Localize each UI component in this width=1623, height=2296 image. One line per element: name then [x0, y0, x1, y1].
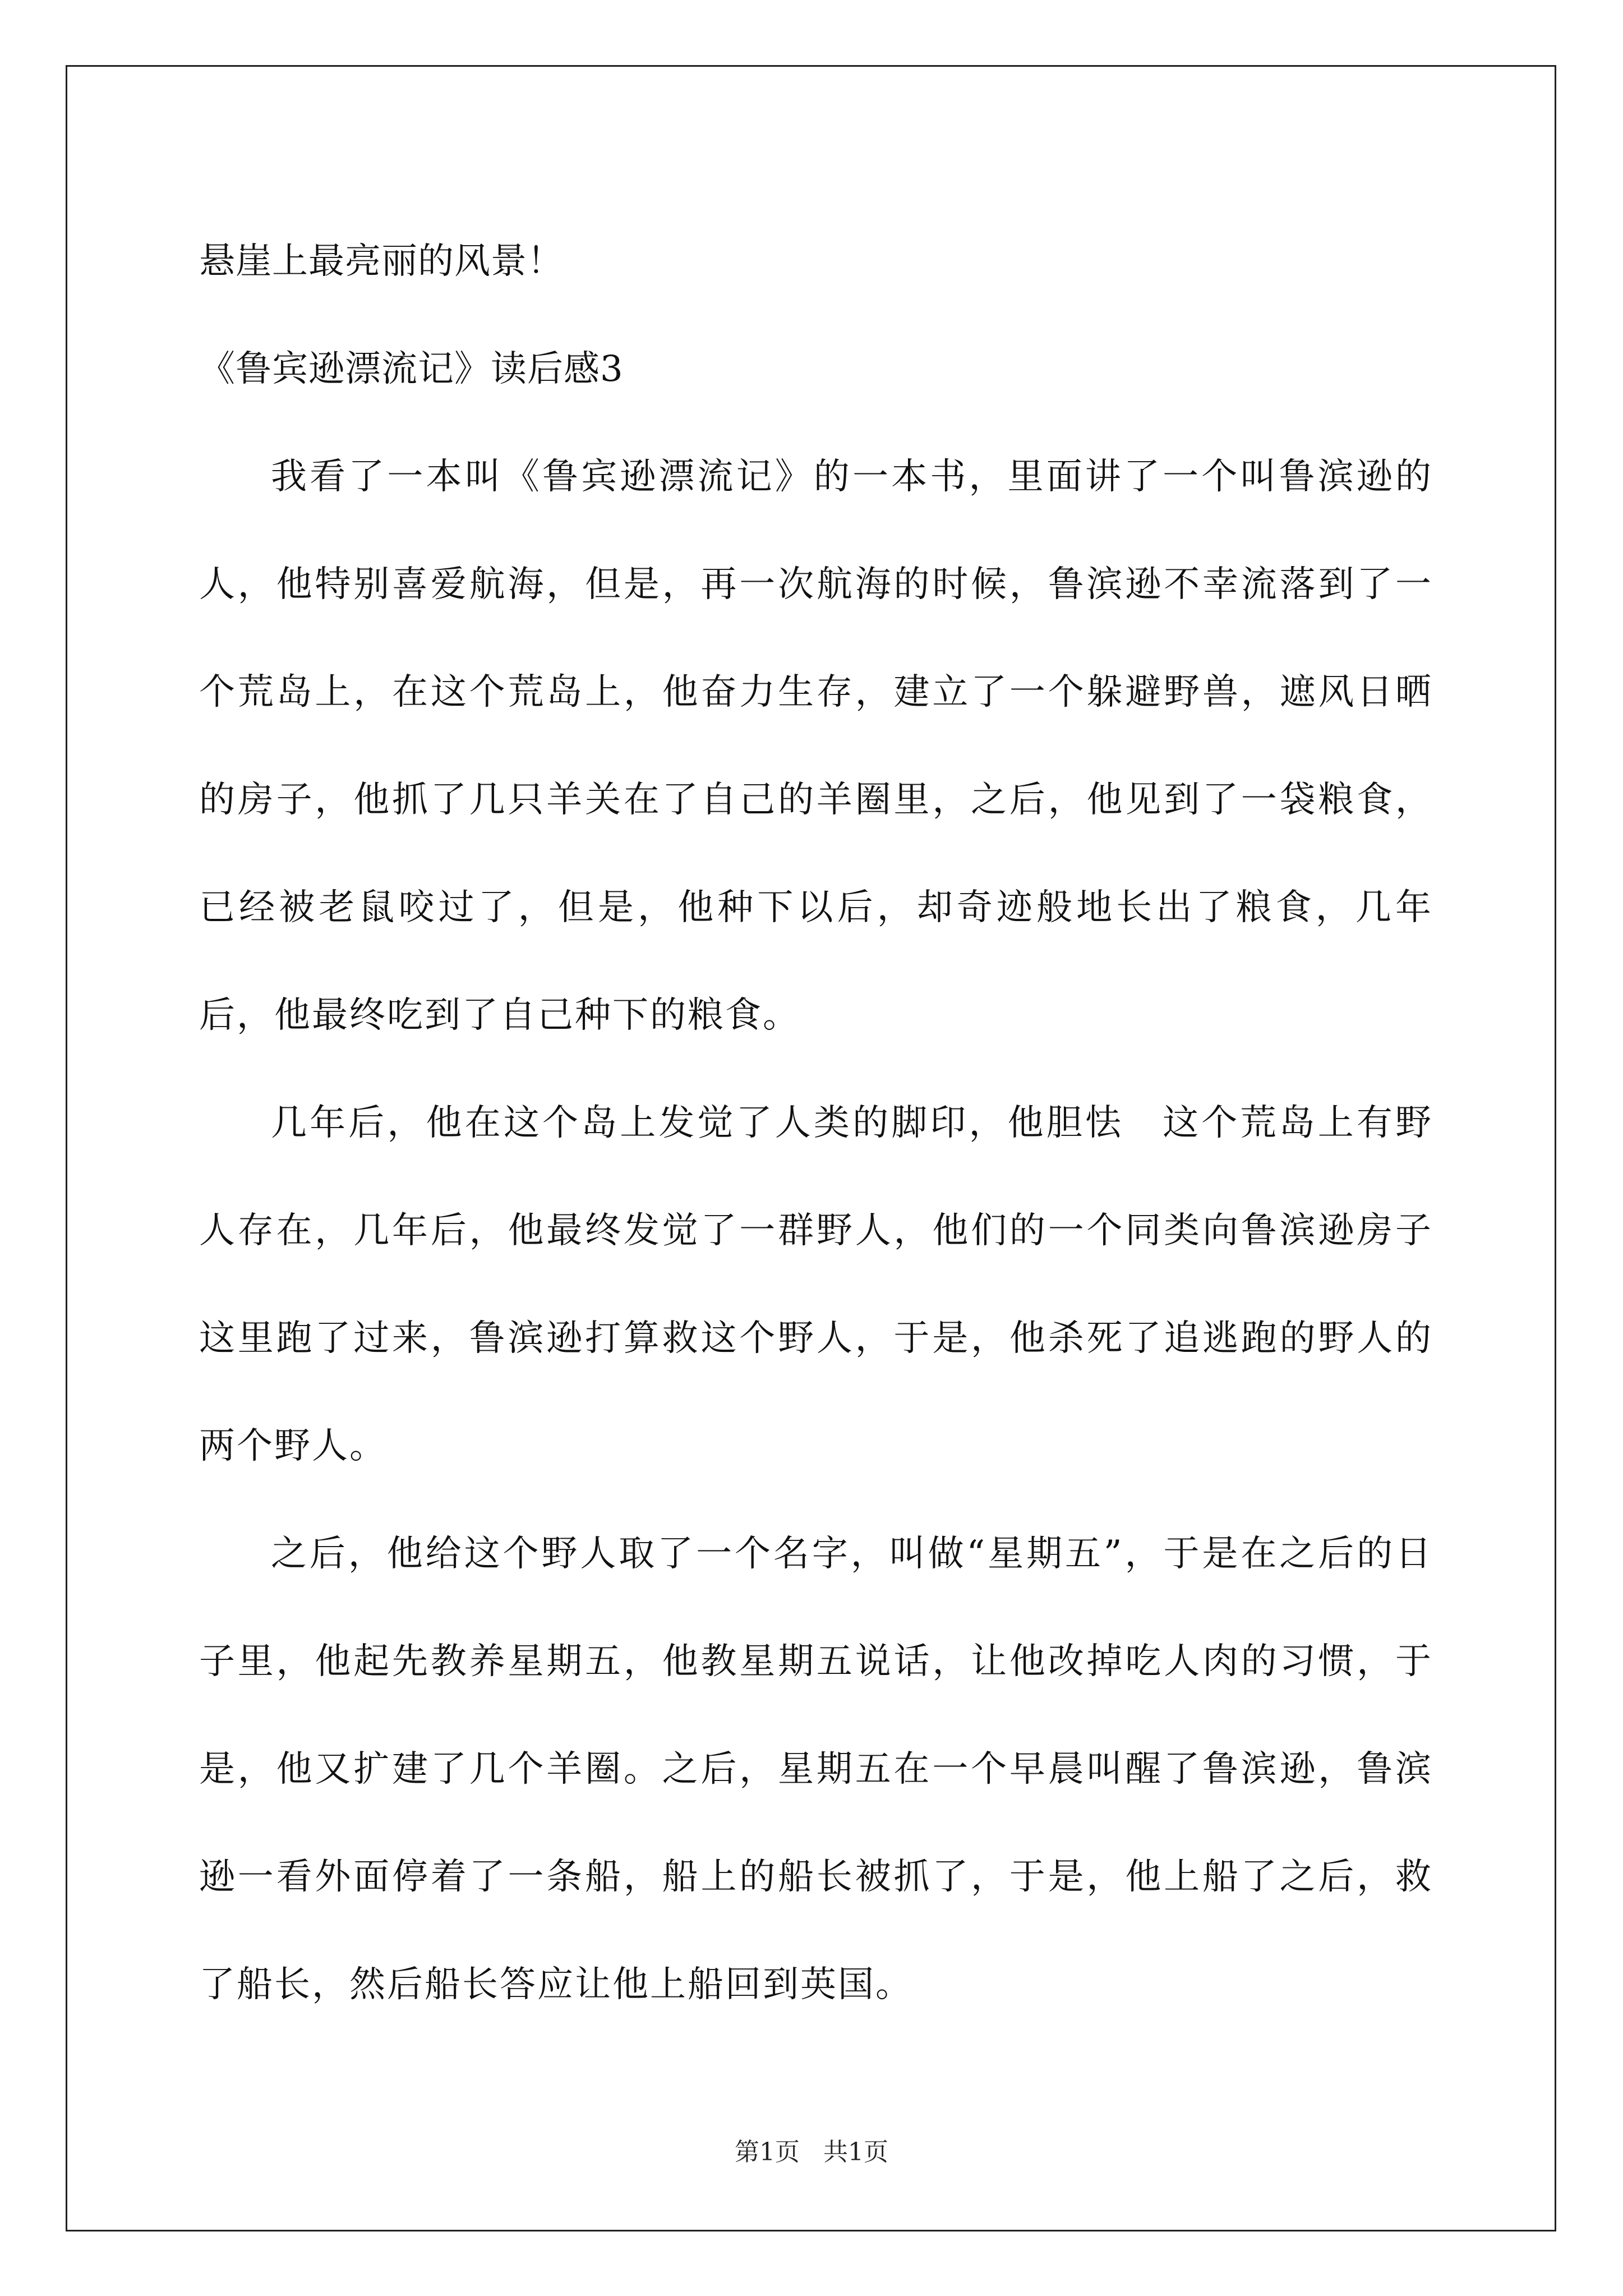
text-line: 悬崖上最亮丽的风景！ [199, 241, 564, 282]
section-title: 《鲁宾逊漂流记》读后感3 [199, 348, 624, 390]
page-number: 第1页 [735, 2138, 800, 2166]
paragraph: 我看了一本叫《鲁宾逊漂流记》的一本书，里面讲了一个叫鲁滨逊的人，他特别喜爱航海，但是，再一次航海的时候，鲁滨逊不幸流落到了一个荒岛上，在这个荒岛上，他奋力生存，建立了一个躲避野兽，遮风日晒的房子，他抓了几只羊关在了自己的羊圈里，之后，他见到了一袋粮食，已经被老鼠咬过了，但是，他种下以后，却奇迹般地长出了粮食，几年后，他最终吃到了自己种下的粮食。 [199, 456, 1433, 1036]
paragraph: 之后，他给这个野人取了一个名字，叫做“星期五”，于是在之后的日子里，他起先教养星期五，他教星期五说话，让他改掉吃人肉的习惯，于是，他又扩建了几个羊圈。之后，星期五在一个早晨叫醒了鲁滨逊，鲁滨逊一看外面停着了一条船，船上的船长被抓了，于是，他上船了之后，救了船长，然后船长答应让他上船回到英国。 [199, 1533, 1433, 2005]
paragraph: 几年后，他在这个岛上发觉了人类的脚印，他胆怯 这个荒岛上有野人存在，几年后，他最终发觉了一群野人，他们的一个同类向鲁滨逊房子这里跑了过来，鲁滨逊打算救这个野人，于是，他杀死了追逃跑的野人的两个野人。 [199, 1102, 1433, 1467]
page-footer [0, 2132, 1623, 2168]
document-body [199, 208, 1433, 2039]
page-total: 共1页 [823, 2138, 888, 2166]
